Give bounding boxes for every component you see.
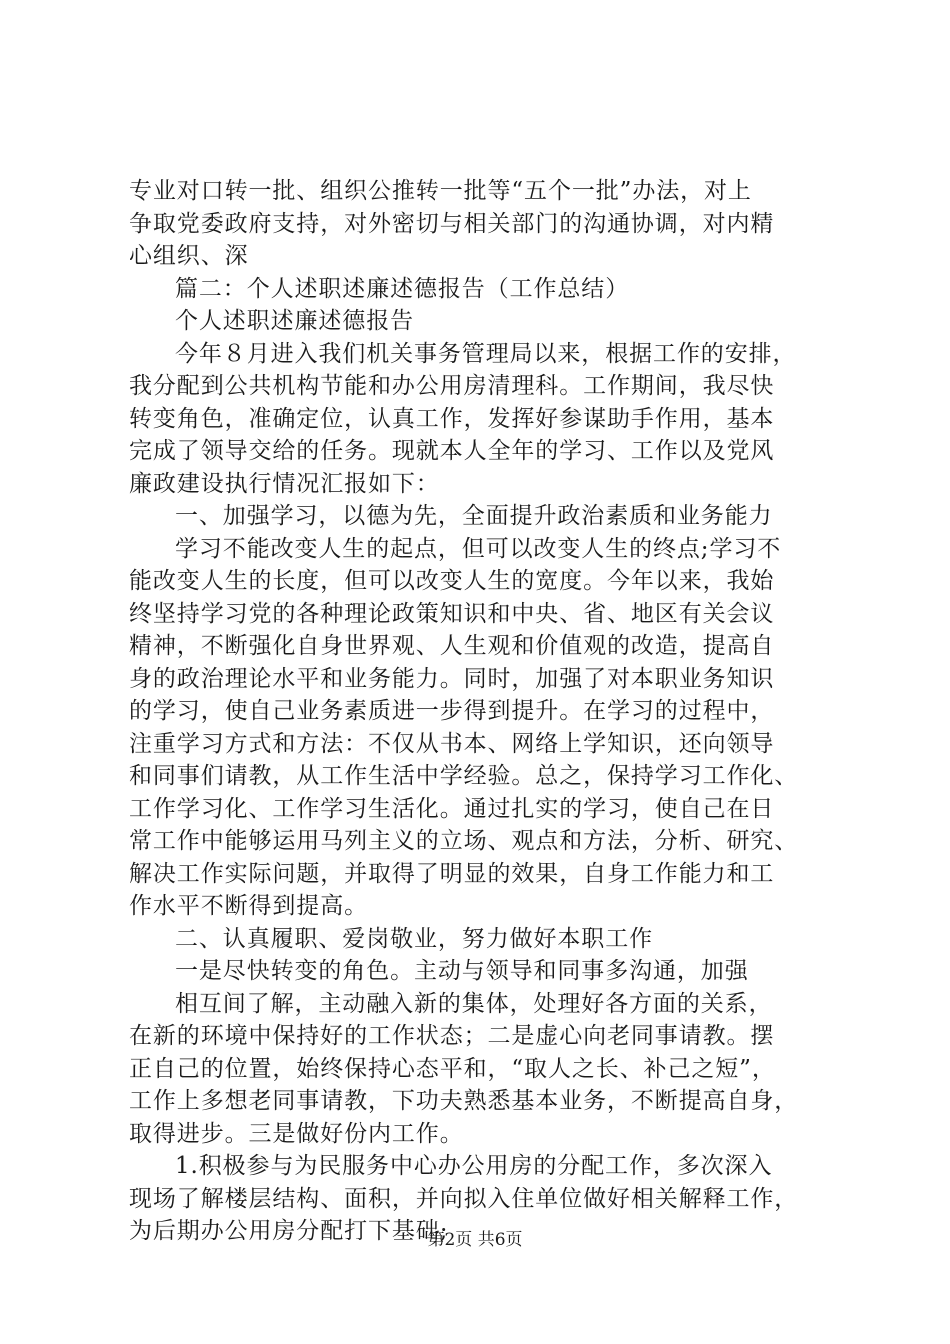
text-line: 正自己的位置，始终保持心态平和，“取人之长、补己之短”， xyxy=(129,1055,776,1082)
text-line: 心组织、深 xyxy=(129,243,249,269)
text-line: 作水平不断得到提高。 xyxy=(129,893,368,919)
page-number: 第2页 共6页 xyxy=(427,1230,523,1250)
text-line: 工作上多想老同事请教，下功夫熟悉基本业务，不断提高自身， xyxy=(129,1088,799,1114)
text-line: 争取党委政府支持，对外密切与相关部门的沟通协调，对内精 xyxy=(129,210,775,237)
text-line: 取得进步。三是做好份内工作。 xyxy=(129,1120,464,1147)
text-line: 能改变人生的长度，但可以改变人生的宽度。今年以来，我始 xyxy=(129,568,775,594)
text-line: 1.积极参与为民服务中心办公用房的分配工作，多次深入 xyxy=(175,1153,773,1179)
text-line: 的学习，使自己业务素质进一步得到提升。在学习的过程中， xyxy=(129,698,775,724)
text-line: 常工作中能够运用马列主义的立场、观点和方法，分析、研究、 xyxy=(129,828,799,854)
text-line: 篇二：个人述职述廉述德报告（工作总结） xyxy=(175,275,630,302)
text-line: 个人述职述廉述德报告 xyxy=(175,308,414,334)
text-line: 和同事们请教，从工作生活中学经验。总之，保持学习工作化、 xyxy=(129,763,799,789)
text-line: 今年８月进入我们机关事务管理局以来，根据工作的安排， xyxy=(175,340,797,367)
text-line: 转变角色，准确定位，认真工作，发挥好参谋助手作用，基本 xyxy=(129,405,775,432)
text-line: 在新的环境中保持好的工作状态；二是虚心向老同事请教。摆 xyxy=(129,1023,775,1049)
text-line: 精神，不断强化自身世界观、人生观和价值观的改造，提高自 xyxy=(129,633,775,659)
text-line: 一、加强学习，以德为先，全面提升政治素质和业务能力 xyxy=(175,503,773,529)
text-line: 二、认真履职、爱岗敬业，努力做好本职工作 xyxy=(175,925,653,952)
text-line: 一是尽快转变的角色。主动与领导和同事多沟通，加强 xyxy=(175,958,749,984)
text-line: 专业对口转一批、组织公推转一批等“五个一批”办法，对上 xyxy=(129,178,752,204)
text-line: 相互间了解，主动融入新的集体，处理好各方面的关系， xyxy=(175,990,773,1017)
text-line: 解决工作实际问题，并取得了明显的效果，自身工作能力和工 xyxy=(129,860,775,887)
text-line: 注重学习方式和方法：不仅从书本、网络上学知识，还向领导 xyxy=(129,730,775,757)
text-line: 为后期办公用房分配打下基础; xyxy=(129,1218,449,1244)
text-line: 身的政治理论水平和业务能力。同时，加强了对本职业务知识 xyxy=(129,665,775,692)
text-line: 完成了领导交给的任务。现就本人全年的学习、工作以及党风 xyxy=(129,438,775,464)
text-line: 学习不能改变人生的起点，但可以改变人生的终点;学习不 xyxy=(175,535,782,562)
page-footer xyxy=(0,1228,950,1252)
text-line: 我分配到公共机构节能和办公用房清理科。工作期间，我尽快 xyxy=(129,373,775,399)
text-line: 终坚持学习党的各种理论政策知识和中央、省、地区有关会议 xyxy=(129,600,775,627)
text-line: 现场了解楼层结构、面积，并向拟入住单位做好相关解释工作， xyxy=(129,1185,799,1212)
document-body xyxy=(129,175,829,1248)
text-line: 廉政建设执行情况汇报如下： xyxy=(129,470,440,497)
text-line: 工作学习化、工作学习生活化。通过扎实的学习，使自己在日 xyxy=(129,795,775,822)
